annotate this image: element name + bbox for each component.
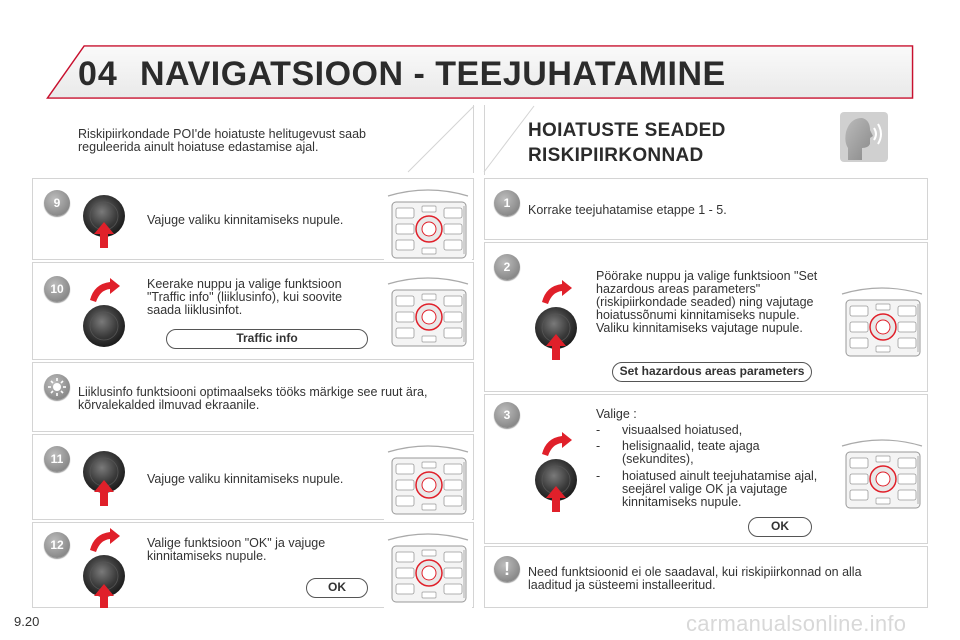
page-number: 9.20 (14, 614, 40, 629)
exclamation-icon: ! (494, 556, 520, 582)
set-hazardous-areas-button[interactable]: Set hazardous areas parameters (612, 362, 812, 382)
step-3-intro: Valige : (596, 407, 637, 421)
intro-diagonal (400, 100, 480, 180)
rotate-knob-icon[interactable] (530, 432, 586, 512)
watermark: carmanualsonline.info (686, 611, 907, 636)
rotate-knob-icon[interactable] (78, 278, 134, 358)
ok-button[interactable]: OK (306, 578, 368, 598)
rotary-knob-icon[interactable] (78, 448, 134, 518)
step-1-text: Korrake teejuhatamise etappe 1 - 5. (528, 203, 727, 217)
traffic-info-button[interactable]: Traffic info (166, 329, 368, 349)
step-12-text: Valige funktsioon "OK" ja vajuge kinnitamiseks nupule. (147, 536, 326, 563)
rotate-knob-icon[interactable] (78, 528, 134, 608)
chapter-title: NAVIGATSIOON - TEEJUHATAMINE (140, 55, 726, 93)
voice-head-icon (840, 112, 888, 162)
tip-text: Liiklusinfo funktsiooni optimaalseks tööks märkige see ruut ära, kõrvalekalded ilmuvad ekraanile. (78, 385, 428, 412)
step-3-bullet: - visuaalsed hoiatused, (596, 423, 743, 437)
step-3-bullet: - hoiatused ainult teejuhatamise ajal, seejärel valige OK ja vajutage kinnitamiseks nupule. (596, 469, 818, 509)
radio-panel-icon (838, 430, 926, 514)
rotate-knob-icon[interactable] (530, 280, 586, 360)
step-3-bullet: - helisignaalid, teate ajaga (sekundites), (596, 439, 760, 466)
step-11-text: Vajuge valiku kinnitamiseks nupule. (147, 472, 344, 486)
sun-tip-icon (44, 374, 70, 400)
step-10-text: Keerake nuppu ja valige funktsioon "Traffic info" (liiklusinfo), kui soovite saada liiklusinfot. (147, 277, 343, 317)
step-badge-1: 1 (494, 190, 520, 216)
step-badge-9: 9 (44, 190, 70, 216)
radio-panel-icon (384, 524, 472, 608)
step-badge-3: 3 (494, 402, 520, 428)
step-badge-12: 12 (44, 532, 70, 558)
chapter-number: 04 (78, 55, 118, 93)
step-2-text: Pöörake nuppu ja valige funktsioon "Set hazardous areas parameters" (riskipiirkondade seaded) ning vajutage hoiatussõnumi kinnitamiseks nupule. Valiku kinnitamiseks vajutage nupule. (596, 269, 818, 335)
step-badge-11: 11 (44, 446, 70, 472)
section-title-line2: RISKIPIIRKONNAD (528, 145, 704, 166)
warning-text: Need funktsioonid ei ole saadaval, kui riskipiirkonnad on alla laaditud ja süsteemi installeeritud. (528, 565, 862, 592)
step-badge-2: 2 (494, 254, 520, 280)
step-badge-10: 10 (44, 276, 70, 302)
ok-button[interactable]: OK (748, 517, 812, 537)
radio-panel-icon (384, 268, 472, 352)
section-title-line1: HOIATUSTE SEADED (528, 120, 726, 141)
step-9-text: Vajuge valiku kinnitamiseks nupule. (147, 213, 344, 227)
radio-panel-icon (838, 278, 926, 362)
rotary-knob-icon[interactable] (78, 192, 134, 262)
radio-panel-icon (384, 180, 472, 264)
left-intro-text: Riskipiirkondade POI'de hoiatuste helitugevust saab reguleerida ainult hoiatuse edastamise ajal. (78, 127, 366, 154)
radio-panel-icon (384, 436, 472, 520)
